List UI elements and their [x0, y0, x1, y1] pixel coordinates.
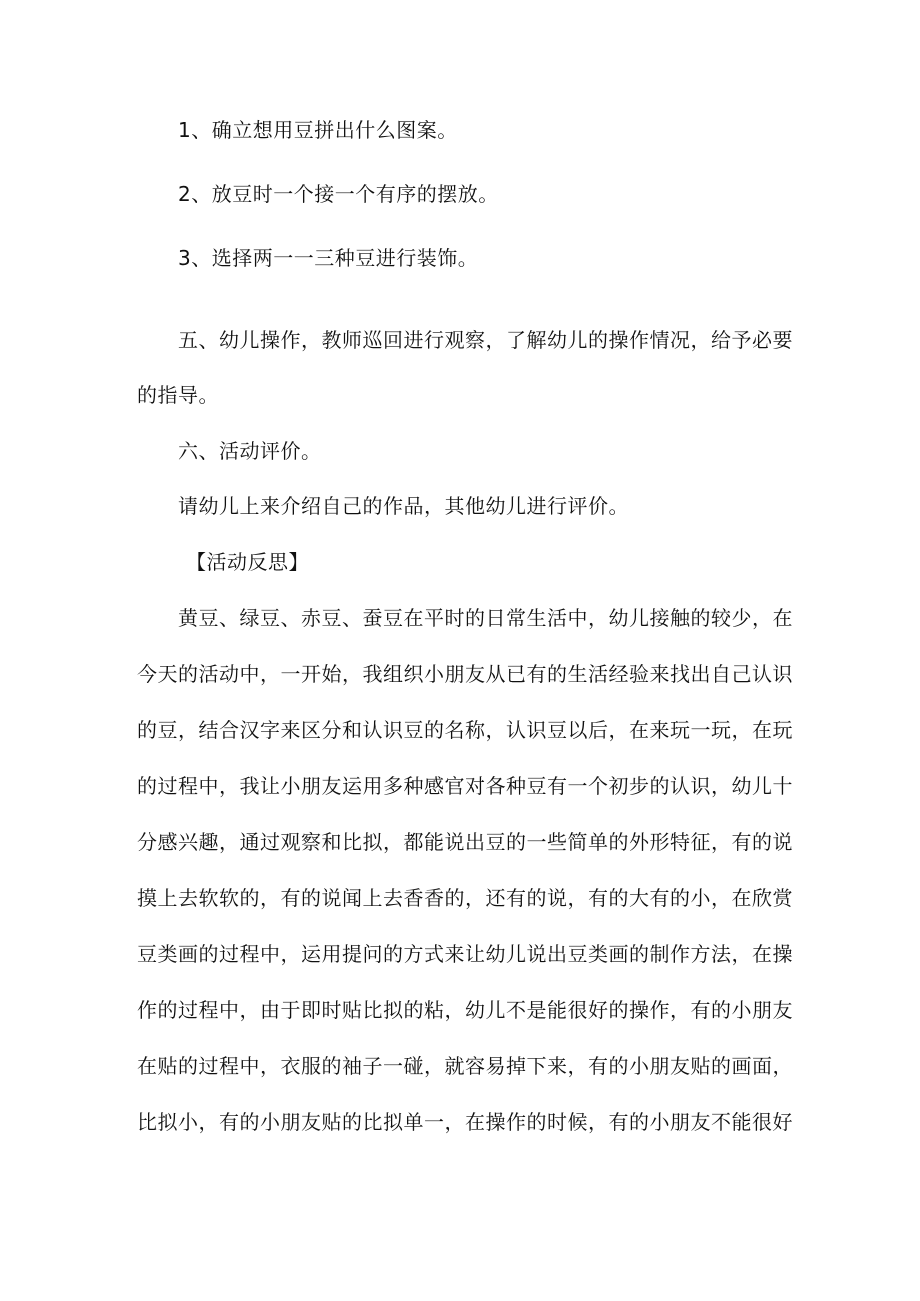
step-3: 3、选择两一一三种豆进行装饰。: [178, 246, 479, 270]
section6-heading: 六、活动评价。: [178, 439, 322, 463]
step-2: 2、放豆时一个接一个有序的摆放。: [178, 182, 499, 206]
step-1: 1、确立想用豆拼出什么图案。: [178, 118, 458, 142]
reflection-heading: 【活动反思】: [186, 550, 309, 574]
reflection-line-5: 分感兴趣，通过观察和比拟，都能说出豆的一些简单的外形特征，有的说: [137, 830, 793, 854]
section5-line2: 的指导。: [137, 383, 219, 407]
section6-body: 请幼儿上来介绍自己的作品，其他幼儿进行评价。: [178, 494, 629, 518]
reflection-line-3: 的豆，结合汉字来区分和认识豆的名称，认识豆以后，在来玩一玩，在玩: [137, 718, 793, 742]
reflection-line-4: 的过程中，我让小朋友运用多种感官对各种豆有一个初步的认识，幼儿十: [137, 774, 793, 798]
reflection-line-10: 比拟小，有的小朋友贴的比拟单一，在操作的时候，有的小朋友不能很好: [137, 1110, 793, 1134]
reflection-line-9: 在贴的过程中，衣服的袖子一碰，就容易掉下来，有的小朋友贴的画面，: [137, 1054, 793, 1078]
reflection-line-1: 黄豆、绿豆、赤豆、蚕豆在平时的日常生活中，幼儿接触的较少，在: [178, 606, 793, 630]
section5-line1: 五、幼儿操作，教师巡回进行观察，了解幼儿的操作情况，给予必要: [178, 328, 793, 352]
reflection-line-8: 作的过程中，由于即时贴比拟的粘，幼儿不是能很好的操作，有的小朋友: [137, 998, 793, 1022]
reflection-line-7: 豆类画的过程中，运用提问的方式来让幼儿说出豆类画的制作方法，在操: [137, 942, 793, 966]
reflection-line-6: 摸上去软软的，有的说闻上去香香的，还有的说，有的大有的小，在欣赏: [137, 886, 793, 910]
reflection-line-2: 今天的活动中，一开始，我组织小朋友从已有的生活经验来找出自己认识: [137, 662, 793, 686]
